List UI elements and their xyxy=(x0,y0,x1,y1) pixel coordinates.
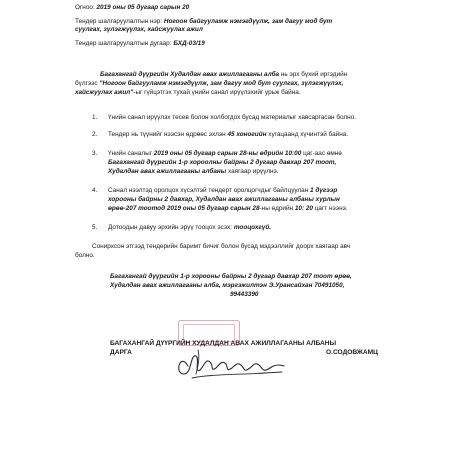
item-3-text-c: цаг-аас өмнө xyxy=(303,150,342,157)
closing-line-2: болно. xyxy=(75,252,95,259)
item-3-line-2: Багахангай дүүргийн 1-р хороолны байрны 2 дугаар давхар 207 тоот, xyxy=(108,159,337,166)
item-2-number: 2. xyxy=(92,131,98,138)
intro-line-2-a: бүлгээс xyxy=(75,80,98,87)
intro-line-1 xyxy=(100,71,347,79)
date-value: 2019 оны 05 дугаар сарын 20 xyxy=(96,4,190,11)
item-5-text-a: Дотоодын давуу эрхийн эрүү тооцох эсэх: xyxy=(108,224,233,231)
item-4-room-date: өрөө-207 тоотод 2019 оны 05 дугаар сарын 28 xyxy=(108,205,260,212)
tender-name-line-2: суулгах, зүлэгжүүлэх, хайсжуулах ажил xyxy=(75,26,203,33)
address-line-3: 99443390 xyxy=(230,291,259,298)
item-4-line-3 xyxy=(108,205,348,213)
tender-number-label: Тендер шалгаруулалтын дугаар: xyxy=(75,40,172,47)
address-line-1: Багахангай дүүргийн 1-р хорооны байрны 2 дугаар давхар 207 тоот өрөө, xyxy=(110,273,352,280)
tender-number-line xyxy=(75,40,205,48)
intro-line-3-b: -ыг гүйцэтгэх тухай үнийн санал ирүүлэхийг урьж байна. xyxy=(133,89,301,96)
handwritten-signature xyxy=(170,344,300,384)
intro-line-1-rest: нь эрх бүхий иргэдийн xyxy=(280,71,348,78)
item-4-time: 10: 20 xyxy=(294,205,313,212)
item-4-text-end: цагт нээнэ. xyxy=(314,205,348,212)
item-2-days: 45 хоногийн xyxy=(227,131,267,138)
intro-line-2-b: "Ногоон байгууламж нэмэгдүүлж, зам дагуу мод бут суулгах, зүлэгжүүлэх, xyxy=(99,80,344,87)
item-2-text-c: хугацаанд хүчинтэй байна. xyxy=(268,131,349,138)
item-5-text xyxy=(108,224,271,232)
intro-org: Багахангай дүүргийн Худалдан авах ажиллагааны алба xyxy=(100,71,280,78)
intro-line-3-a: хайсжуулах ажил" xyxy=(75,89,134,96)
item-3-text-end: хаягаар ирүүлнэ. xyxy=(227,168,279,175)
date-label: Огноо: xyxy=(75,4,95,11)
item-1-text: Үнийн санал ирүүлэх тесев болон холбогдох бусад материалыг хавсаргасан болно. xyxy=(108,114,357,121)
item-4-text-b: 1 дүгээр xyxy=(310,187,338,194)
intro-line-2 xyxy=(75,80,343,88)
item-3-line-3 xyxy=(108,168,279,176)
signature-name: О.СОДОВЖАМЦ xyxy=(326,349,378,356)
tender-name-value-1: Ногоон байгууламж нэмэгдүүлж, зам дагуу мод бут xyxy=(163,18,333,25)
item-1-number: 1. xyxy=(92,114,98,121)
item-4-text-a: Санал нээлтэд оролцох хүсэлтэй тендерт оролцогчдыг байлцуулан xyxy=(108,187,309,194)
tender-name-label: Тендер шалгаруулалтын нэр: xyxy=(75,18,163,25)
item-5-number: 5. xyxy=(92,224,98,231)
item-5-answer: тооцохгүй. xyxy=(233,224,272,231)
item-4-line-1 xyxy=(108,187,337,195)
tender-name-line-1 xyxy=(75,18,332,26)
item-2-text xyxy=(108,131,348,139)
signature-org: БАГАХАНГАЙ ДҮҮРГИЙН ХУДАЛДАН АВАХ АЖИЛЛАГААНЫ АЛБАНЫ xyxy=(110,340,337,347)
address-line-2: Худалдан авах ажиллагааны алба, мэргэжилтэн Э.Урансайхан 70491050, xyxy=(110,282,345,289)
item-3-line-1 xyxy=(108,150,342,158)
signature-title: ДАРГА xyxy=(110,349,132,356)
item-2-text-a: Тендер нь түүнийг нээсэн өдрөөс эхлэн xyxy=(108,131,226,138)
tender-number-value: БХД-03/19 xyxy=(173,40,205,47)
item-4-text-day: -ны өдрийн xyxy=(259,205,294,212)
item-3-deadline: 2019 оны 05 дугаар сарын 28-ны өдрийн 10:00 xyxy=(153,150,302,157)
item-4-line-2: хорооны байрны 2 давхар, Худалдан авах ажиллагааны албаны хурлын xyxy=(108,196,340,203)
item-3-text-a: Үнийн саналыг xyxy=(108,150,153,157)
closing-line-1: Сонирхсон этгээд тендерийн баримт бичиг болон бусад мэдээллийг доорх хаягаар авч xyxy=(92,243,351,250)
item-3-number: 3. xyxy=(92,150,98,157)
intro-line-3 xyxy=(75,89,301,97)
item-4-number: 4. xyxy=(92,187,98,194)
date-line xyxy=(75,4,189,12)
item-3-office: Худалдан авах ажиллагааны албаны xyxy=(108,168,227,175)
